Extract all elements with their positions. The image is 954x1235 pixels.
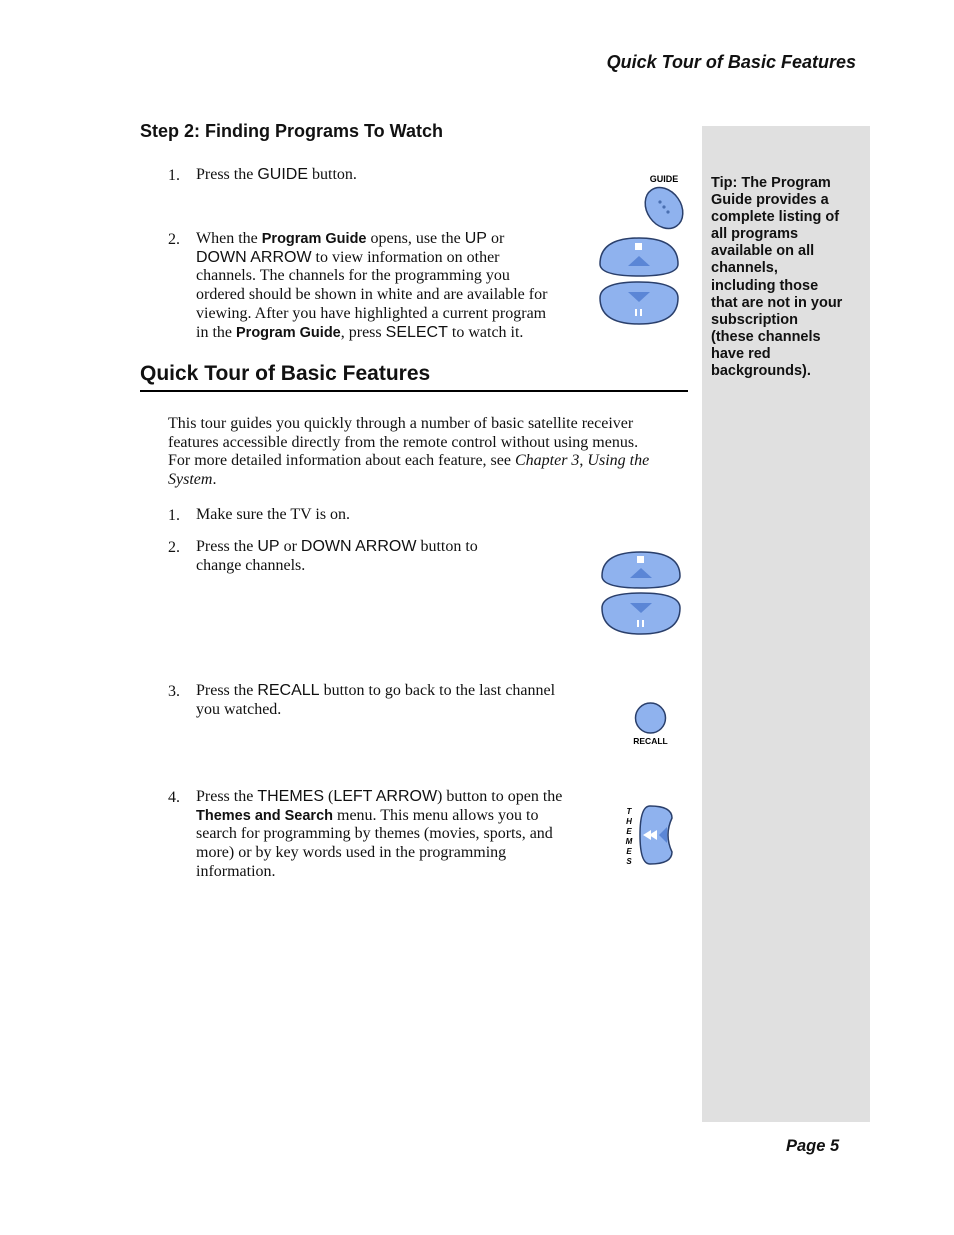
tip-line: (these channels (711, 328, 821, 345)
svg-text:S: S (626, 857, 632, 866)
section-heading: Quick Tour of Basic Features (140, 362, 431, 385)
svg-text:RECALL: RECALL (633, 736, 668, 746)
guide-button-icon (636, 170, 692, 234)
heading-rule (140, 390, 688, 392)
svg-text:GUIDE: GUIDE (649, 174, 679, 184)
tip-line: Tip: The Program (711, 175, 831, 191)
list-number: 2. (168, 231, 180, 248)
tip-line: Guide provides a (711, 192, 829, 209)
list-number: 1. (168, 507, 180, 524)
list-item: Press the UP or DOWN ARROW button to change channels. (196, 538, 478, 574)
list-item: Press the GUIDE button. (196, 166, 357, 183)
tip-line: backgrounds). (711, 363, 811, 380)
tip-line: subscription (711, 311, 799, 328)
list-number: 4. (168, 789, 180, 806)
svg-text:M: M (625, 837, 633, 846)
intro-paragraph: This tour guides you quickly through a number of basic satellite receiver features accessible directly from the remote control without using menus. For more detailed information about each feature, see Chapter 3, Using the System. (168, 415, 650, 489)
svg-text:E: E (626, 847, 632, 856)
tip-line: all programs (711, 226, 799, 243)
up-down-arrow-icon (596, 234, 682, 330)
list-number: 1. (168, 167, 180, 184)
svg-text:E: E (626, 827, 632, 836)
tip-line: that are not in your (711, 294, 843, 311)
tip-line: available on all (711, 243, 815, 260)
tip-line: channels, (711, 260, 778, 277)
list-item: Make sure the TV is on. (196, 506, 351, 523)
step-heading: Step 2: Finding Programs To Watch (140, 121, 444, 141)
list-item: Press the RECALL button to go back to the last channel you watched. (196, 682, 556, 718)
tip-line: have red (711, 345, 771, 362)
running-header: Quick Tour of Basic Features (606, 52, 856, 72)
svg-text:H: H (626, 817, 632, 826)
page-number: Page 5 (786, 1137, 840, 1155)
list-item: Press the THEMES (LEFT ARROW) button to open the Themes and Search menu. This menu allows you to search for programming by themes (movies, sports, and more) or by key words used in the programming information. (196, 788, 563, 880)
list-item: When the Program Guide opens, use the UP or DOWN ARROW to view information on other channels. The channels for the programming you ordered should be shown in white and are available for viewing. After you have highlighted a current program in the Program Guide, press SELECT to watch it. (196, 230, 548, 341)
themes-left-arrow-icon (620, 800, 680, 872)
tip-line: complete listing of (711, 209, 840, 226)
tip-text (711, 175, 856, 380)
up-down-arrow-icon (598, 548, 684, 638)
recall-button-icon (626, 700, 676, 750)
list-number: 2. (168, 539, 180, 556)
list-number: 3. (168, 683, 180, 700)
tip-line: including those (711, 277, 819, 294)
svg-text:T: T (626, 807, 632, 816)
key-name: GUIDE (257, 166, 308, 183)
